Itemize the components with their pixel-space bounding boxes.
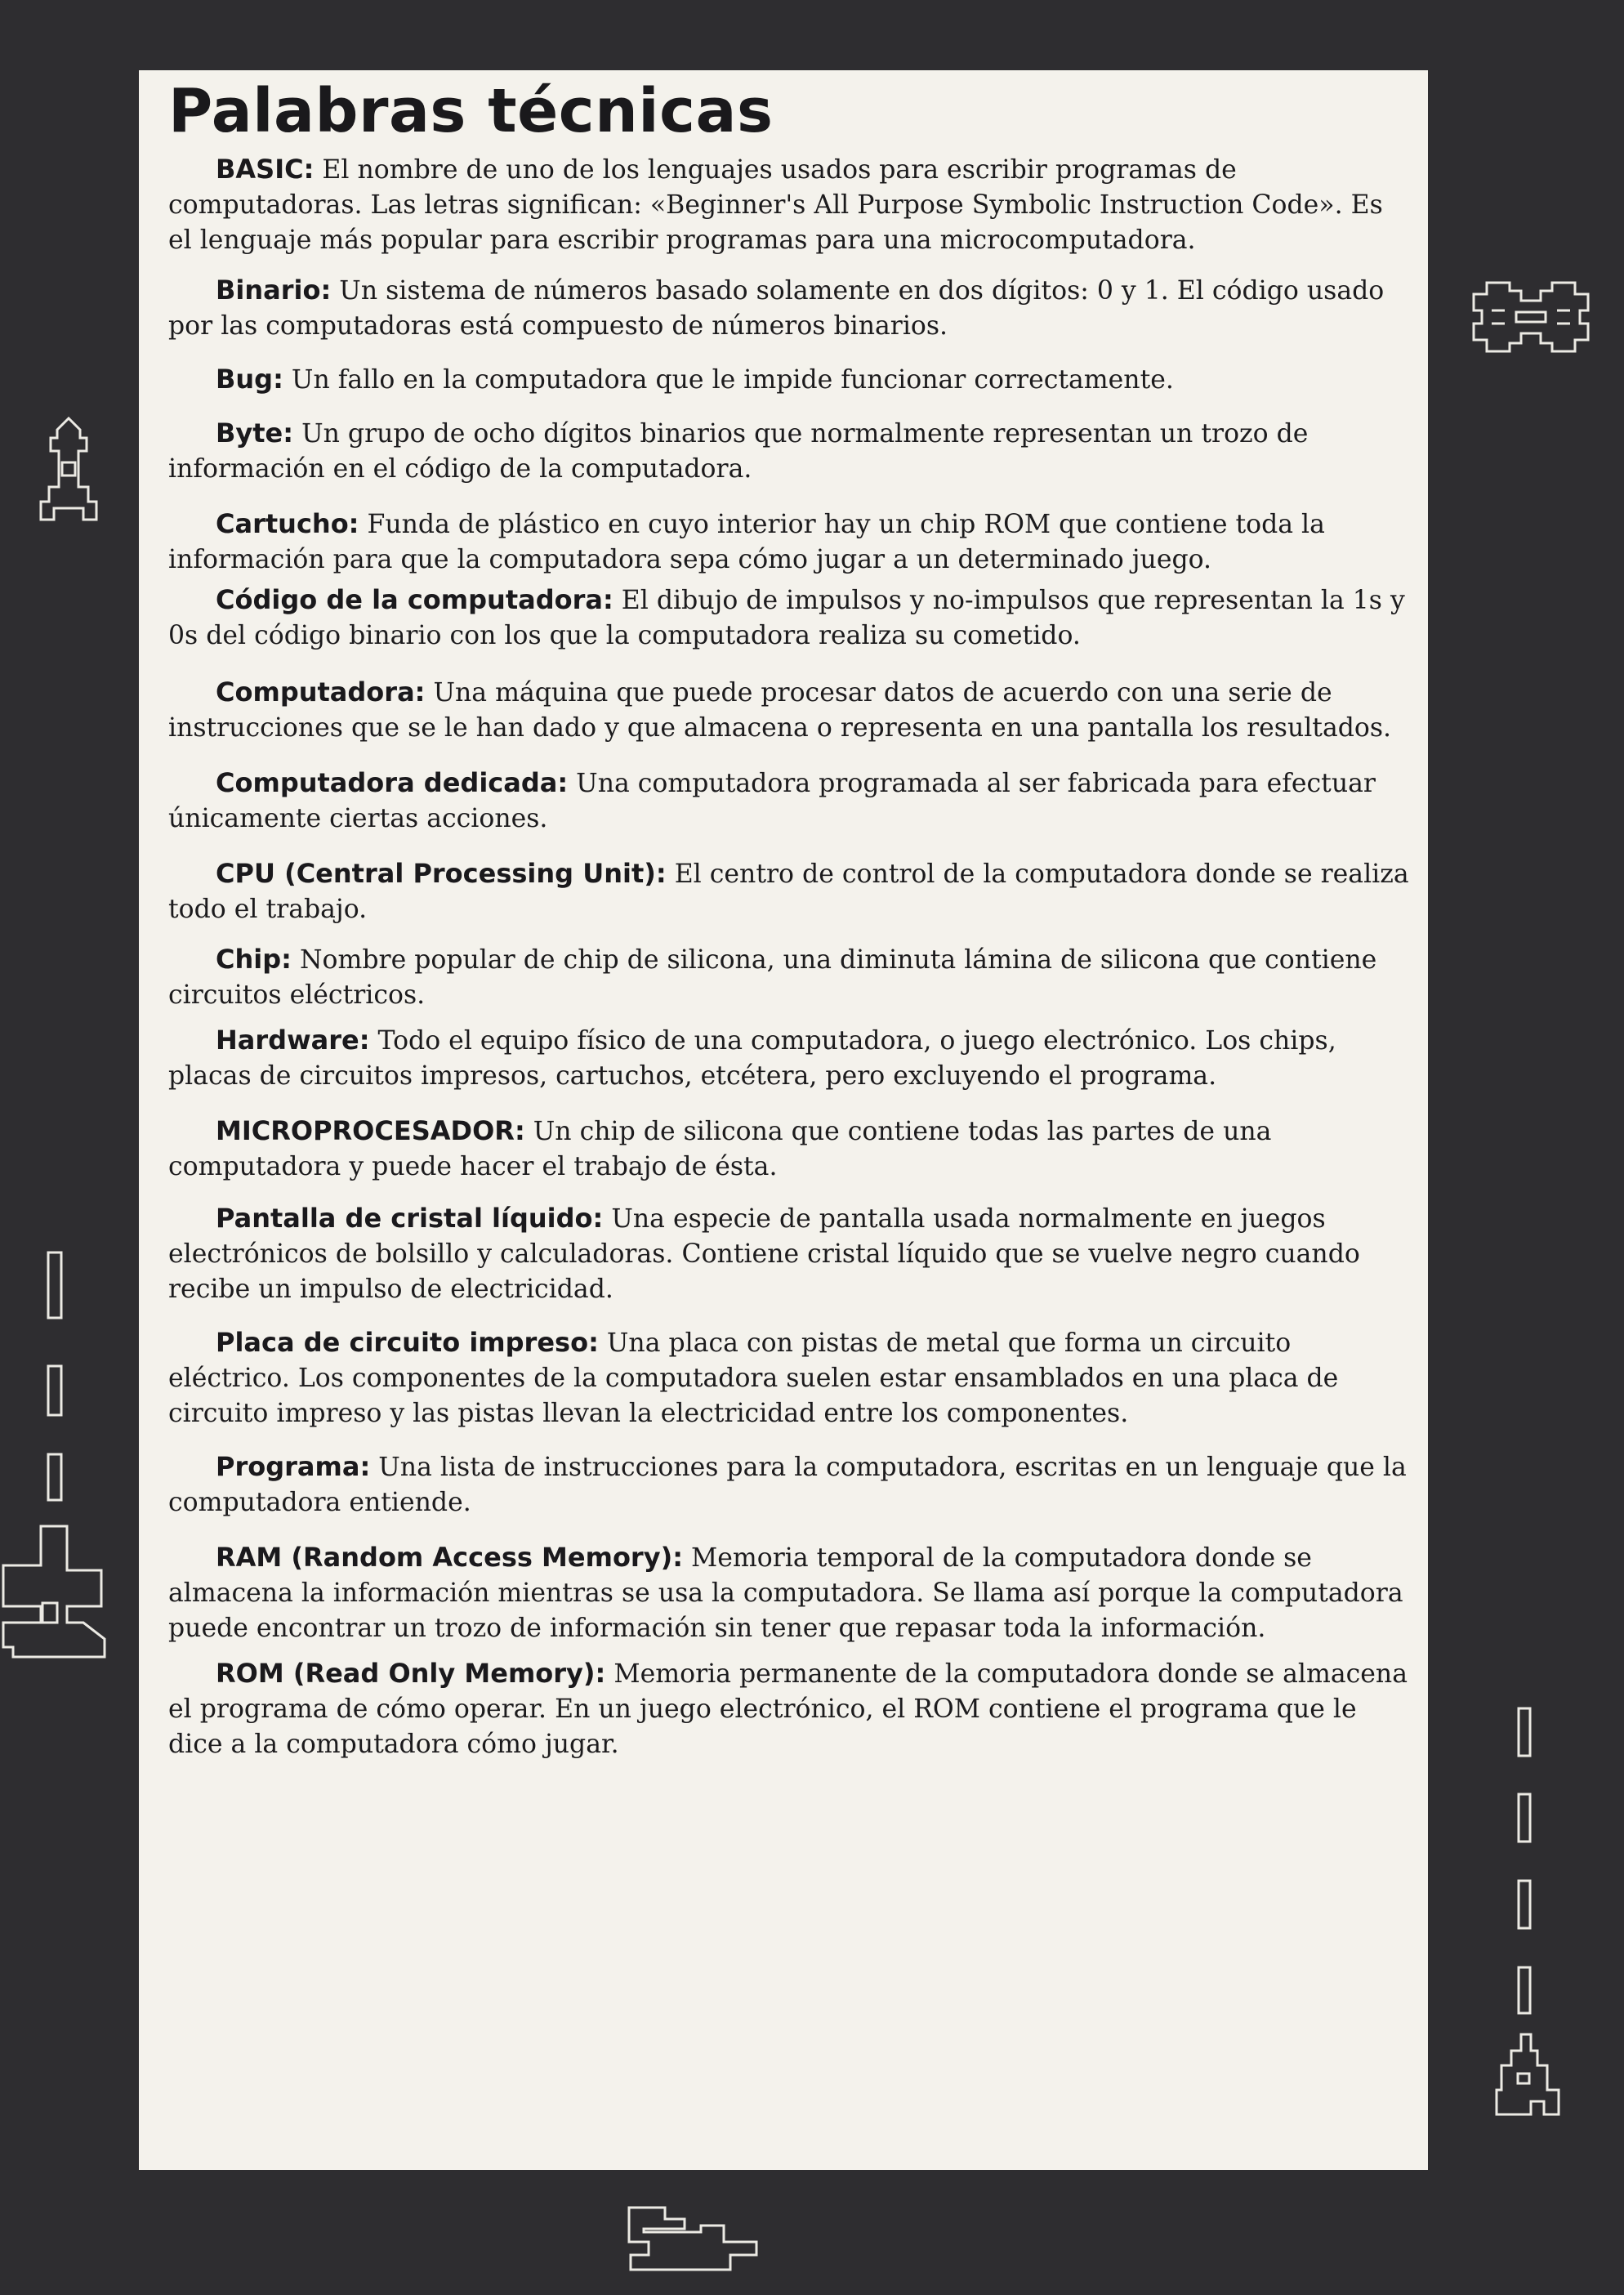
- glossary-definition: Una computadora programada al ser fabricada para efectuar únicamente ciertas acciones.: [168, 769, 1376, 833]
- glossary-term: Binario:: [216, 275, 332, 306]
- glossary-entry: [168, 675, 1412, 746]
- glossary-entry: [168, 1114, 1412, 1185]
- cannon-icon: [2, 1525, 108, 1665]
- glossary-definition: Funda de plástico en cuyo interior hay un chip ROM que contiene toda la información para que la computadora sepa cómo jugar a un determinado juego.: [168, 510, 1325, 574]
- glossary-entry: [168, 942, 1412, 1013]
- glossary-entry: [168, 152, 1412, 258]
- tank-icon: [627, 2206, 760, 2273]
- glossary-entry: [168, 856, 1412, 927]
- glossary-definition: Una especie de pantalla usada normalmente en juegos electrónicos de bolsillo y calculadoras. Contiene cristal líquido que se vuelve negro cuando recibe un impulso de electricidad.: [168, 1204, 1360, 1304]
- glossary-definition: Un chip de silicona que contiene todas las partes de una computadora y puede hacer el trabajo de ésta.: [168, 1117, 1272, 1181]
- glossary-term: Computadora:: [216, 676, 426, 708]
- rocket-icon: [36, 417, 101, 523]
- glossary-definition: Un fallo en la computadora que le impide funcionar correctamente.: [291, 365, 1174, 395]
- cannon-icon: [1495, 2033, 1560, 2118]
- glossary-list: [168, 152, 1412, 1762]
- glossary-entry: [168, 273, 1412, 344]
- glossary-entry: [168, 1201, 1412, 1307]
- glossary-term: Hardware:: [216, 1025, 370, 1056]
- glossary-term: Chip:: [216, 944, 292, 975]
- glossary-page: [139, 70, 1428, 2170]
- glossary-term: Computadora dedicada:: [216, 767, 569, 798]
- glossary-definition: Una lista de instrucciones para la computadora, escritas en un lenguaje que la computadora entiende.: [168, 1453, 1407, 1517]
- glossary-term: Código de la computadora:: [216, 584, 613, 615]
- glossary-definition: Una máquina que puede procesar datos de acuerdo con una serie de instrucciones que se le han dado y que almacena o representa en una pantalla los resultados.: [168, 678, 1392, 743]
- glossary-entry: [168, 1325, 1412, 1431]
- glossary-entry: [168, 1656, 1412, 1762]
- glossary-entry: [168, 362, 1412, 398]
- glossary-definition: Una placa con pistas de metal que forma un circuito eléctrico. Los componentes de la computadora suelen estar ensamblados en una placa de circuito impreso y las pistas llevan la electricidad entre los componentes.: [168, 1328, 1339, 1428]
- enemy-bars-icon: [1516, 1706, 1536, 2033]
- glossary-entry: [168, 766, 1412, 837]
- glossary-term: Bug:: [216, 364, 283, 395]
- glossary-term: Placa de circuito impreso:: [216, 1327, 599, 1358]
- glossary-entry: [168, 1540, 1412, 1646]
- player-bars-icon: [46, 1250, 65, 1503]
- glossary-term: CPU (Central Processing Unit):: [216, 858, 667, 889]
- glossary-definition: Nombre popular de chip de silicona, una diminuta lámina de silicona que contiene circuitos eléctricos.: [168, 945, 1377, 1010]
- glossary-definition: El dibujo de impulsos y no-impulsos que representan la 1s y 0s del código binario con los que la computadora realiza su cometido.: [168, 586, 1405, 650]
- glossary-term: RAM (Random Access Memory):: [216, 1542, 683, 1573]
- alien-ship-icon: [1469, 278, 1593, 356]
- glossary-term: ROM (Read Only Memory):: [216, 1658, 606, 1689]
- glossary-definition: El centro de control de la computadora donde se realiza todo el trabajo.: [168, 860, 1409, 924]
- page-title: Palabras técnicas: [168, 76, 774, 146]
- glossary-term: Cartucho:: [216, 508, 359, 539]
- glossary-term: MICROPROCESADOR:: [216, 1115, 525, 1146]
- glossary-term: Pantalla de cristal líquido:: [216, 1203, 604, 1234]
- glossary-definition: Un grupo de ocho dígitos binarios que normalmente representan un trozo de información en el código de la computadora.: [168, 419, 1309, 484]
- glossary-entry: [168, 1449, 1412, 1520]
- glossary-definition: Memoria permanente de la computadora donde se almacena el programa de cómo operar. En un juego electrónico, el ROM contiene el programa que le dice a la computadora cómo jugar.: [168, 1659, 1408, 1759]
- glossary-entry: [168, 1023, 1412, 1094]
- glossary-definition: Un sistema de números basado solamente en dos dígitos: 0 y 1. El código usado por las computadoras está compuesto de números binarios.: [168, 276, 1385, 341]
- glossary-entry: [168, 507, 1412, 578]
- glossary-entry: [168, 416, 1412, 487]
- glossary-definition: Memoria temporal de la computadora donde se almacena la información mientras se usa la computadora. Se llama así porque la computadora puede encontrar un trozo de información sin tener que repasar toda la información.: [168, 1543, 1403, 1643]
- glossary-term: Programa:: [216, 1451, 371, 1482]
- glossary-term: BASIC:: [216, 154, 315, 185]
- glossary-term: Byte:: [216, 417, 294, 449]
- glossary-entry: [168, 583, 1412, 654]
- glossary-definition: El nombre de uno de los lenguajes usados para escribir programas de computadoras. Las letras significan: «Beginner's All Purpose Symbolic Instruction Code». Es el lenguaje más popular para escribir programas para una microcomputadora.: [168, 155, 1383, 255]
- glossary-definition: Todo el equipo físico de una computadora, o juego electrónico. Los chips, placas de circuitos impresos, cartuchos, etcétera, pero excluyendo el programa.: [168, 1026, 1336, 1091]
